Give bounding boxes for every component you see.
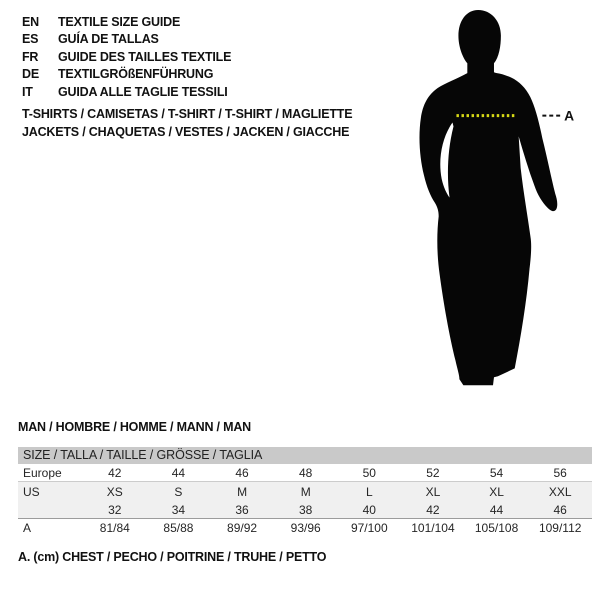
section-title-man: MAN / HOMBRE / HOMME / MANN / MAN [18,420,251,434]
size-table-header: SIZE / TALLA / TAILLE / GRÖSSE / TAGLIA [18,447,592,464]
language-row [22,48,231,66]
language-label: TEXTILGRÖßENFÜHRUNG [58,67,214,82]
language-list [22,13,231,101]
table-row-us-numeric [18,501,592,519]
size-cell: 93/96 [290,521,321,535]
language-label: GUIDA ALLE TAGLIE TESSILI [58,84,228,99]
size-cell: XS [106,484,123,499]
category-list [22,105,352,141]
size-cell: 97/100 [350,521,388,535]
size-cell: 56 [553,465,567,480]
size-cell: 46 [553,502,567,517]
size-cell: 105/108 [474,521,519,535]
man-silhouette-icon [400,5,585,400]
language-code: EN [22,14,39,29]
row-label: A [23,521,32,535]
table-row-us [18,482,592,501]
table-row-europe [18,464,592,482]
size-cell: 38 [299,502,313,517]
row-label: Europe [23,465,62,480]
language-row [22,66,231,84]
row-label: US [23,484,40,499]
language-label: GUÍA DE TALLAS [58,32,159,47]
size-cell: 50 [362,465,376,480]
size-cell: XL [425,484,441,499]
figure-man [400,5,585,400]
footnote-chest: A. (cm) CHEST / PECHO / POITRINE / TRUHE / PETTO [18,550,327,564]
size-cell: 42 [108,465,122,480]
language-row [22,83,231,101]
language-label: TEXTILE SIZE GUIDE [58,14,181,29]
size-cell: XL [489,484,504,499]
size-cell: XXL [548,484,572,499]
language-label: GUIDE DES TAILLES TEXTILE [58,49,232,64]
size-cell: 54 [489,465,504,480]
language-code: IT [22,84,33,99]
size-cell: 46 [235,465,249,480]
size-cell: 52 [426,465,440,480]
size-cell: 34 [171,502,186,517]
size-cell: S [174,484,183,499]
language-code: FR [22,49,39,64]
size-cell: 48 [299,465,313,480]
size-cell: L [365,484,373,499]
size-cell: 40 [362,502,376,517]
table-row-chest-cm [18,519,592,537]
size-cell: 44 [489,502,504,517]
size-cell: 101/104 [411,521,455,535]
size-table [18,447,592,537]
language-code: DE [22,67,39,82]
size-cell: 32 [108,502,122,517]
language-row [22,31,231,49]
size-cell: 44 [171,465,186,480]
size-cell: 81/84 [99,521,130,535]
measure-label-a: A [564,107,575,124]
size-cell: 109/112 [538,521,582,535]
size-cell: M [237,484,248,499]
language-row [22,13,231,31]
size-cell: 85/88 [163,521,194,535]
size-cell: 42 [426,502,440,517]
language-code: ES [22,32,39,47]
size-cell: 36 [235,502,249,517]
category-jackets: JACKETS / CHAQUETAS / VESTES / JACKEN / GIACCHE [22,125,350,139]
category-tshirts: T-SHIRTS / CAMISETAS / T-SHIRT / T-SHIRT / MAGLIETTE [22,107,353,121]
man-body-shape [419,10,557,385]
size-cell: M [300,484,311,499]
size-cell: 89/92 [227,521,258,535]
